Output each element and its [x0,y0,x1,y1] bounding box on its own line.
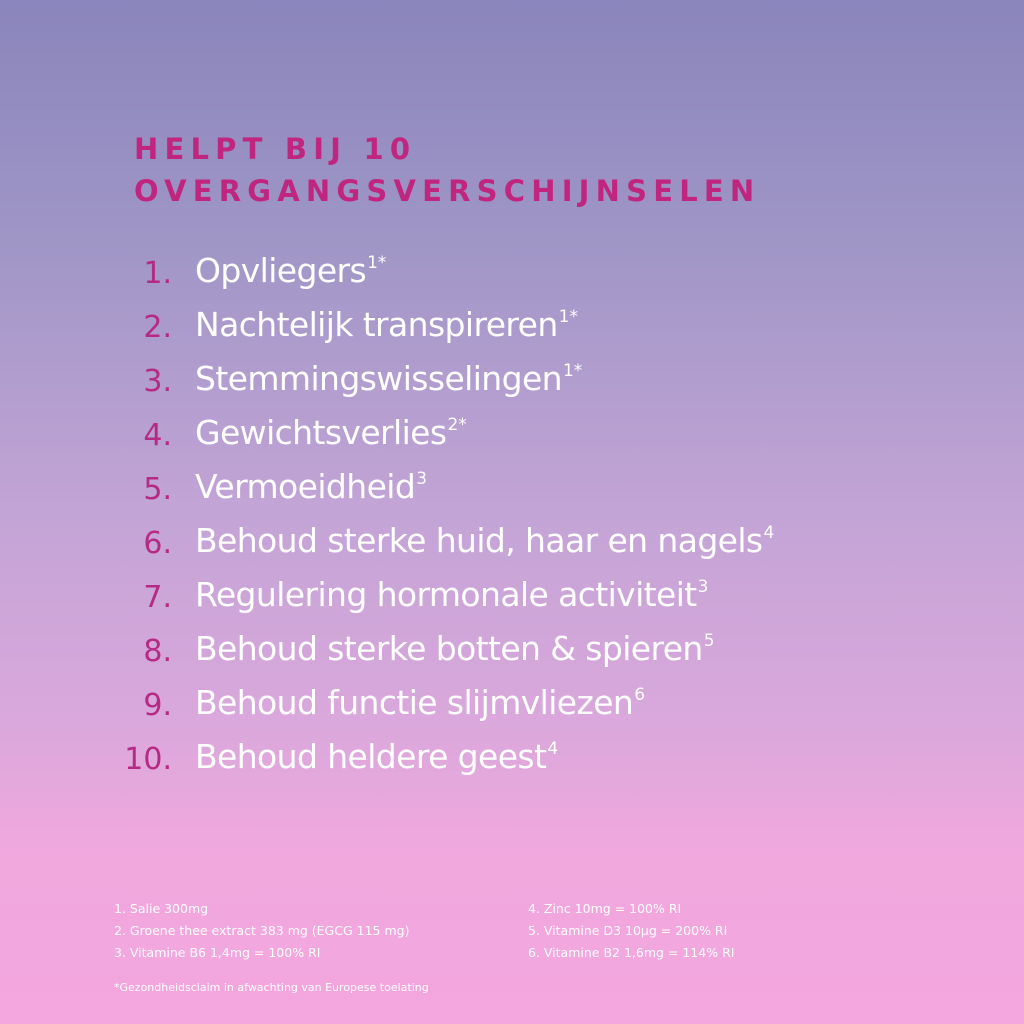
benefit-item [0,244,1024,298]
benefit-text: Behoud heldere geest$^4$ [195,737,559,776]
reference-item: 4. Zinc 10mg = 100% RI [528,901,682,916]
benefit-text: Behoud functie slijmvliezen$^6$ [195,683,646,722]
benefit-number: 6. [143,526,172,561]
benefit-item [0,352,1024,406]
benefit-item [0,406,1024,460]
footnote-marker: 3 [416,469,428,489]
benefit-text: Behoud sterke huid, haar en nagels$^4$ [195,521,775,560]
benefit-item [0,730,1024,784]
reference-item: 2. Groene thee extract 383 mg (EGCG 115 mg) [114,923,410,938]
benefit-text: Regulering hormonale activiteit$^3$ [195,575,709,614]
benefit-text: Gewichtsverlies$^{2*}$ [195,413,467,452]
benefit-text: Behoud sterke botten & spieren$^5$ [195,629,715,668]
benefit-number: 4. [143,418,172,453]
benefit-number: 3. [143,364,172,399]
benefit-number: 1. [143,256,172,291]
reference-item: 5. Vitamine D3 10µg = 200% RI [528,923,728,938]
reference-item: 3. Vitamine B6 1,4mg = 100% RI [114,945,321,960]
reference-item: 1. Salie 300mg [114,901,209,916]
benefit-item [0,298,1024,352]
benefit-item [0,622,1024,676]
footnote-marker: 3 [697,577,709,597]
footnote-marker: 1* [558,307,578,327]
benefit-item [0,568,1024,622]
references-left [114,898,409,964]
benefit-text: Stemmingswisselingen$^{1*}$ [195,359,583,398]
benefit-number: 8. [143,634,172,669]
benefit-text: Opvliegers$^{1*}$ [195,251,387,290]
footnote-marker: 2* [447,415,467,435]
headline-line-1: HELPT BIJ 10 [134,132,417,166]
benefit-number: 5. [143,472,172,507]
benefit-number: 7. [143,580,172,615]
headline-line-2: OVERGANGSVERSCHIJNSELEN [134,174,761,208]
benefit-number: 10. [124,742,172,777]
disclaimer: *Gezondheidsclaim in afwachting van Europese toelating [114,981,429,994]
benefits-list [0,244,1024,784]
benefit-item [0,460,1024,514]
benefit-item [0,676,1024,730]
footnote-marker: 4 [763,523,775,543]
footnote-marker: 4 [547,739,559,759]
references-right [528,898,734,964]
benefit-number: 9. [143,688,172,723]
benefit-text: Nachtelijk transpireren$^{1*}$ [195,305,578,344]
footnote-marker: 1* [562,361,583,381]
footnote-marker: 5 [703,631,715,651]
benefit-item [0,514,1024,568]
benefit-text: Vermoeidheid$^3$ [195,467,428,506]
headline [134,128,760,212]
footnote-marker: 6 [634,685,646,705]
footnote-marker: 1* [367,253,387,273]
reference-item: 6. Vitamine B2 1,6mg = 114% RI [528,945,735,960]
benefit-number: 2. [143,310,172,345]
